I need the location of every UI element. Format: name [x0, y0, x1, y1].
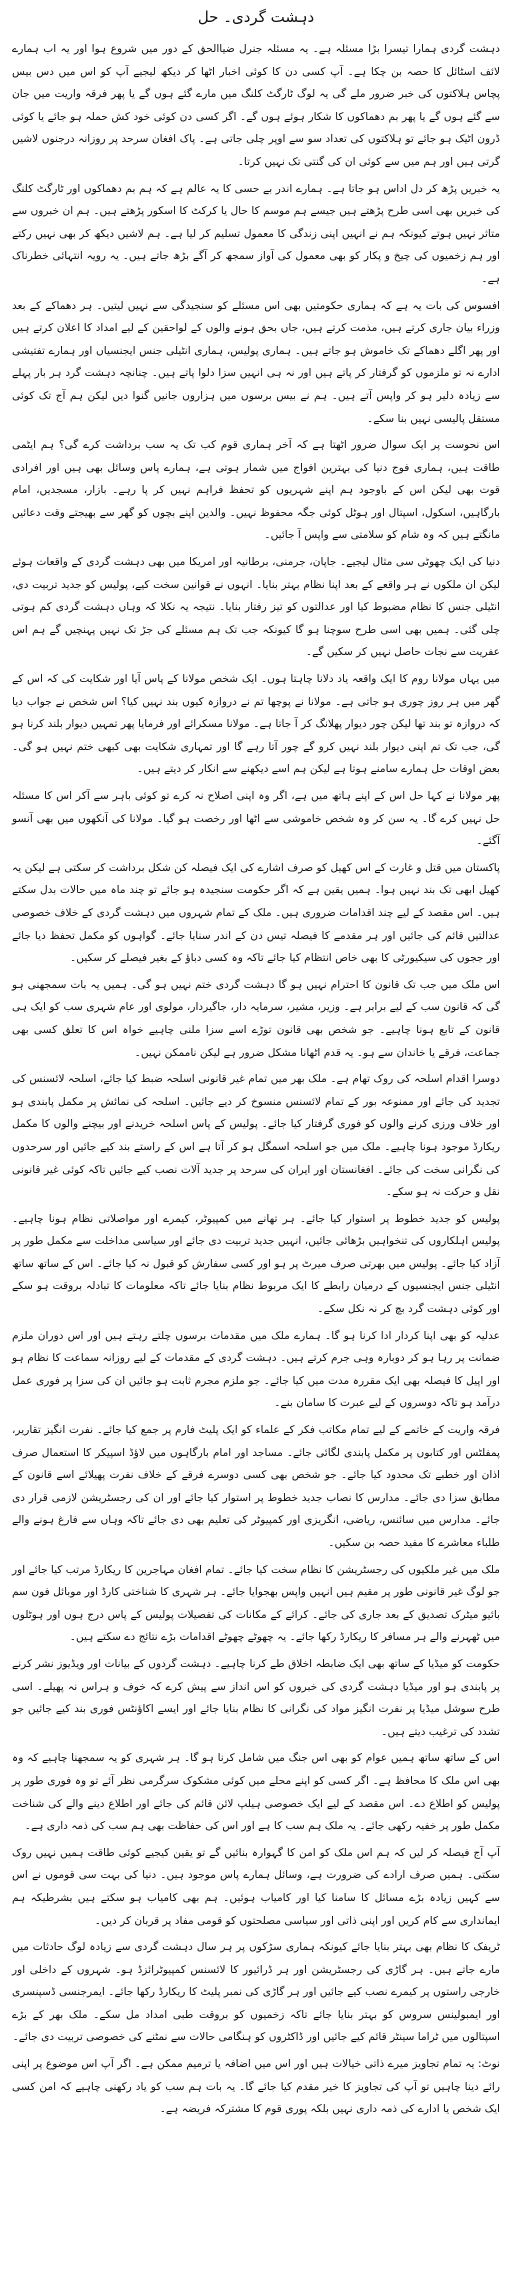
article-paragraph: پولیس کو جدید خطوط پر استوار کیا جائے۔ ہر تھانے میں کمپیوٹر، کیمرے اور مواصلاتی نظام ہونا چاہیے۔ پولیس اہلکاروں کی تنخواہیں بڑھائی جائیں، انہیں جدید تربیت دی جائے اور سیاسی مداخلت سے مکمل طور پر آزاد کیا جائے۔ پولیس میں بھرتی صرف میرٹ پر ہو اور کسی سفارش کو قبول نہ کیا جائے۔ اس کے ساتھ ساتھ انٹیلی جنس ایجنسیوں کے درمیان رابطے کا ایک مربوط نظام بنایا جائے تاکہ معلومات کا تبادلہ بروقت ہو سکے اور کوئی دہشت گرد بچ کر نہ نکل سکے۔ [12, 1212, 500, 1316]
article-paragraph: حکومت کو میڈیا کے ساتھ بھی ایک ضابطہ اخلاق طے کرنا چاہیے۔ دہشت گردوں کے بیانات اور ویڈیوز نشر کرنے پر پابندی ہو اور میڈیا دہشت گردی کی خبروں کو اس انداز سے پیش کرے کہ خوف و ہراس نہ پھیلے۔ اسی طرح سوشل میڈیا پر نفرت انگیز مواد کی نگرانی کا نظام بنایا جائے اور ایسے اکاؤنٹس فوری بند کیے جائیں جو تشدد کی ترغیب دیتے ہیں۔ [12, 1657, 500, 1738]
article-paragraph: پاکستان میں قتل و غارت کے اس کھیل کو صرف اشارے کی ایک فیصلہ کن شکل برداشت کر سکتی ہے لیکن یہ کھیل ابھی تک بند نہیں ہوا۔ ہمیں یقین ہے کہ اگر حکومت سنجیدہ ہو جائے تو چند ماہ میں حالات بدل سکتے ہیں۔ اس مقصد کے لیے چند اقدامات ضروری ہیں۔ ملک کے تمام شہروں میں دہشت گردی کے خلاف خصوصی عدالتیں قائم کی جائیں اور ہر مقدمے کا فیصلہ تیس دن کے اندر سنایا جائے۔ گواہوں کو مکمل تحفظ دیا جائے اور ججوں کی سیکیورٹی کا بھی خاص انتظام کیا جائے تاکہ وہ کسی دباؤ کے بغیر فیصلے کر سکیں۔ [12, 861, 500, 965]
article-paragraph: پھر مولانا نے کہا حل اس کے اپنے ہاتھ میں ہے، اگر وہ اپنی اصلاح نہ کرے تو کوئی باہر سے آکر اس کا مسئلہ حل نہیں کرے گا۔ یہ سن کر وہ شخص خاموشی سے اٹھا اور رخصت ہو گیا۔ مولانا کی آنکھوں میں بھی آنسو آگئے۔ [12, 790, 500, 848]
article-paragraph: اس ملک میں جب تک قانون کا احترام نہیں ہو گا دہشت گردی ختم نہیں ہو گی۔ ہمیں یہ بات سمجھنی ہو گی کہ قانون سب کے لیے برابر ہے۔ وزیر، مشیر، سرمایہ دار، جاگیردار، مولوی اور عام شہری سب کو ایک ہی قانون کے تابع ہونا چاہیے۔ جو شخص بھی قانون توڑے اسے سزا ملنی چاہیے خواہ اس کا تعلق کسی بھی جماعت، فرقے یا خاندان سے ہو۔ یہ قدم اٹھانا مشکل ضرور ہے لیکن ناممکن نہیں۔ [12, 978, 500, 1059]
article-paragraph: ملک میں غیر ملکیوں کی رجسٹریشن کا نظام سخت کیا جائے۔ تمام افغان مہاجرین کا ریکارڈ مرتب کیا جائے اور جو لوگ غیر قانونی طور پر مقیم ہیں انہیں واپس بھجوایا جائے۔ ہر شہری کا شناختی کارڈ اور موبائل فون سم بائیو میٹرک تصدیق کے بعد جاری کی جائے۔ کرائے کے مکانات کی تفصیلات پولیس کے پاس درج ہوں اور ہوٹلوں میں ٹھہرنے والے ہر مسافر کا ریکارڈ رکھا جائے۔ یہ چھوٹے چھوٹے اقدامات بڑے نتائج دے سکتے ہیں۔ [12, 1563, 500, 1644]
article-paragraph: میں یہاں مولانا روم کا ایک واقعہ یاد دلانا چاہتا ہوں۔ ایک شخص مولانا کے پاس آیا اور شکایت کی کہ اس کے گھر میں ہر روز چوری ہو جاتی ہے۔ مولانا نے پوچھا تم نے دروازہ کیوں بند نہیں کیا؟ اس شخص نے جواب دیا کہ دروازہ تو بند تھا لیکن چور دیوار پھلانگ کر آ جاتا ہے۔ مولانا مسکرائے اور فرمایا پھر تمہیں دیوار بلند کرنا ہو گی، جب تک تم اپنی دیوار بلند نہیں کرو گے چور آتا رہے گا اور تمہاری شکایت بھی کبھی ختم نہیں ہو گی۔ بعض اوقات حل ہمارے سامنے ہوتا ہے لیکن ہم اسے دیکھنے سے انکار کر دیتے ہیں۔ [12, 673, 500, 776]
article-paragraph: افسوس کی بات یہ ہے کہ ہماری حکومتیں بھی اس مسئلے کو سنجیدگی سے نہیں لیتیں۔ ہر دھماکے کے بعد وزراء بیان جاری کرتے ہیں، مذمت کرتے ہیں، جاں بحق ہونے والوں کے لواحقین کے لیے امداد کا اعلان کرتے ہیں اور پھر اگلے دھماکے تک خاموش ہو جاتے ہیں۔ ہماری پولیس، ہماری انٹیلی جنس ایجنسیاں اور ہمارے تفتیشی ادارے نہ تو ملزموں کو گرفتار کر پاتے ہیں اور نہ ہی انہیں سزا دلوا پاتے ہیں۔ چنانچہ دہشت گرد ہر بار پہلے سے زیادہ دلیر ہو کر واپس آتے ہیں۔ ہم نے بیس برسوں میں ہزاروں جانیں گنوا دیں لیکن ہم آج تک کوئی مستقل پالیسی نہیں بنا سکے۔ [12, 299, 500, 425]
article-paragraph: نوٹ: یہ تمام تجاویز میرے ذاتی خیالات ہیں اور اس میں اضافہ یا ترمیم ممکن ہے۔ اگر آپ اس موضوع پر اپنی رائے دینا چاہیں تو آپ کی تجاویز کا خیر مقدم کیا جائے گا۔ یہ بات ہم سب کو یاد رکھنی چاہیے کہ امن کسی ایک شخص یا ادارے کی ذمہ داری نہیں بلکہ پوری قوم کا مشترکہ فریضہ ہے۔ [12, 2058, 500, 2116]
article-title: دہشت گردی۔ حل [197, 8, 315, 26]
article-paragraph: اس کے ساتھ ساتھ ہمیں عوام کو بھی اس جنگ میں شامل کرنا ہو گا۔ ہر شہری کو یہ سمجھنا چاہیے کہ وہ بھی اس ملک کا محافظ ہے۔ اگر کسی کو اپنے محلے میں کوئی مشکوک سرگرمی نظر آئے تو وہ فوری طور پر پولیس کو اطلاع دے۔ اس مقصد کے لیے ایک خصوصی ہیلپ لائن قائم کی جائے اور اطلاع دینے والے کی شناخت مکمل طور پر خفیہ رکھی جائے۔ یہ ملک ہم سب کا ہے اور اس کی حفاظت بھی ہم سب کی ذمہ داری ہے۔ [12, 1752, 500, 1833]
article-paragraph: دہشت گردی ہمارا تیسرا بڑا مسئلہ ہے۔ یہ مسئلہ جنرل ضیاالحق کے دور میں شروع ہوا اور یہ اب ہمارے لائف اسٹائل کا حصہ بن چکا ہے۔ آپ کسی دن کا کوئی اخبار اٹھا کر دیکھ لیجیے آپ کو اس میں دس بیس پچاس ہلاکتوں کی خبر ضرور ملے گی یہ لوگ ٹارگٹ کلنگ میں مارے گئے ہوں گے یا پھر فرقہ واریت میں جان سے گئے ہوں گے یا پھر بم دھماکوں کا شکار ہوئے ہوں گے۔ اگر کسی دن کوئی خود کش حملہ ہو جائے یا کوئی ڈرون اٹیک ہو جائے تو ہلاکتوں کی تعداد سو سے اوپر چلی جاتی ہے۔ پاک افغان سرحد پر روزانہ درجنوں لاشیں گرتی ہیں اور ہم میں سے کوئی ان کی گنتی تک نہیں کرتا۔ [12, 43, 500, 168]
article-body [12, 38, 500, 2121]
article-paragraph: عدلیہ کو بھی اپنا کردار ادا کرنا ہو گا۔ ہمارے ملک میں مقدمات برسوں چلتے رہتے ہیں اور اس دوران ملزم ضمانت پر رہا ہو کر دوبارہ وہی جرم کرتے ہیں۔ دہشت گردی کے مقدمات کے لیے روزانہ سماعت کا نظام ہو اور اپیل کا فیصلہ بھی ایک مقررہ مدت میں کیا جائے۔ جو ملزم مجرم ثابت ہو جائیں ان کی سزا پر فوری عمل درآمد ہو تاکہ دوسروں کے لیے عبرت کا سامان بنے۔ [12, 1329, 500, 1410]
article-paragraph: دنیا کی ایک چھوٹی سی مثال لیجیے۔ جاپان، جرمنی، برطانیہ اور امریکا میں بھی دہشت گردی کے واقعات ہوئے لیکن ان ملکوں نے ہر واقعے کے بعد اپنا نظام بہتر بنایا۔ انہوں نے قوانین سخت کیے، پولیس کو جدید تربیت دی، انٹیلی جنس کا نظام مضبوط کیا اور عدالتوں کو تیز رفتار بنایا۔ نتیجہ یہ نکلا کہ وہاں دہشت گردی کم ہوتی چلی گئی۔ ہمیں بھی اسی طرح سوچنا ہو گا کیونکہ جب تک ہم مسئلے کی جڑ تک نہیں پہنچیں گے ہم اس عفریت سے نجات حاصل نہیں کر سکیں گے۔ [12, 556, 500, 659]
article-paragraph: فرقہ واریت کے خاتمے کے لیے تمام مکاتب فکر کے علماء کو ایک پلیٹ فارم پر جمع کیا جائے۔ نفرت انگیز تقاریر، پمفلٹس اور کتابوں پر مکمل پابندی لگائی جائے۔ مساجد اور امام بارگاہوں میں لاؤڈ اسپیکر کا استعمال صرف اذان اور خطبے تک محدود کیا جائے۔ جو شخص بھی کسی دوسرے فرقے کے خلاف نفرت پھیلائے اسے قانون کے مطابق سزا دی جائے۔ مدارس کا نصاب جدید خطوط پر استوار کیا جائے اور ان کی رجسٹریشن لازمی قرار دی جائے۔ مدارس میں سائنس، ریاضی، انگریزی اور کمپیوٹر کی تعلیم بھی دی جائے تاکہ وہاں سے فارغ ہونے والے طلباء معاشرے کا مفید حصہ بن سکیں۔ [12, 1424, 500, 1549]
article-paragraph: ٹریفک کا نظام بھی بہتر بنایا جائے کیونکہ ہماری سڑکوں پر ہر سال دہشت گردی سے زیادہ لوگ حادثات میں مارے جاتے ہیں۔ ہر گاڑی کی رجسٹریشن اور ہر ڈرائیور کا لائسنس کمپیوٹرائزڈ ہو۔ شہروں کے داخلی اور خارجی راستوں پر کیمرے نصب کیے جائیں اور ہر گاڑی کی نمبر پلیٹ کا ریکارڈ رکھا جائے۔ ایمرجنسی ڈسپنسری اور ایمبولینس سروس کو بہتر بنایا جائے تاکہ زخمیوں کو بروقت طبی امداد مل سکے۔ ملک بھر کے بڑے اسپتالوں میں ٹراما سینٹر قائم کیے جائیں اور ڈاکٹروں کو ہنگامی حالات سے نمٹنے کی خصوصی تربیت دی جائے۔ [12, 1941, 500, 2044]
article-paragraph: اس نحوست پر ایک سوال ضرور اٹھتا ہے کہ آخر ہماری قوم کب تک یہ سب برداشت کرے گی؟ ہم ایٹمی طاقت ہیں، ہماری فوج دنیا کی بہترین افواج میں شمار ہوتی ہے، ہمارے پاس وسائل بھی ہیں اور افرادی قوت بھی لیکن اس کے باوجود ہم اپنے شہریوں کو تحفظ فراہم نہیں کر پا رہے۔ بازار، مسجدیں، امام بارگاہیں، اسکول، اسپتال اور ہوٹل کوئی جگہ محفوظ نہیں۔ والدین اپنے بچوں کو گھر سے بھیجتے وقت دعائیں مانگتے ہیں کہ وہ شام کو سلامتی سے واپس آ جائیں۔ [12, 439, 500, 542]
article-paragraph: دوسرا اقدام اسلحہ کی روک تھام ہے۔ ملک بھر میں تمام غیر قانونی اسلحہ ضبط کیا جائے، اسلحہ لائسنس کی تجدید کی جائے اور ممنوعہ بور کے تمام لائسنس منسوخ کر دیے جائیں۔ اسلحہ کی نمائش پر مکمل پابندی ہو اور خلاف ورزی کرنے والوں کو فوری گرفتار کیا جائے۔ پولیس کے پاس اسلحہ خریدنے اور بیچنے والوں کا مکمل ریکارڈ موجود ہونا چاہیے۔ ملک میں جو اسلحہ اسمگل ہو کر آتا ہے اس کے راستے بند کیے جائیں اور سرحدوں کی نگرانی سخت کی جائے۔ افغانستان اور ایران کی سرحد پر جدید آلات نصب کیے جائیں تاکہ کوئی غیر قانونی نقل و حرکت نہ ہو سکے۔ [12, 1073, 500, 1199]
article-paragraph: آپ آج فیصلہ کر لیں کہ ہم اس ملک کو امن کا گہوارہ بنائیں گے تو یقین کیجیے کوئی طاقت ہمیں نہیں روک سکتی۔ ہمیں صرف ارادے کی ضرورت ہے، وسائل ہمارے پاس موجود ہیں۔ دنیا کی بہت سی قوموں نے اس سے کہیں زیادہ بڑے مسائل کا سامنا کیا اور کامیاب ہوئیں۔ ہم بھی کامیاب ہو سکتے ہیں بشرطیکہ ہم ایمانداری سے کام کریں اور اپنی ذاتی اور سیاسی مصلحتوں کو قومی مفاد پر قربان کر دیں۔ [12, 1846, 500, 1927]
article-paragraph: یہ خبریں پڑھ کر دل اداس ہو جاتا ہے۔ ہمارے اندر بے حسی کا یہ عالم ہے کہ ہم بم دھماکوں اور ٹارگٹ کلنگ کی خبریں بھی اسی طرح پڑھتے ہیں جیسے ہم موسم کا حال یا کرکٹ کا اسکور پڑھتے ہیں۔ ہم ان خبروں سے متاثر نہیں ہوتے کیونکہ ہم نے انہیں اپنی زندگی کا معمول تسلیم کر لیا ہے۔ ہم لاشیں دیکھ کر بھی نہیں رکتے اور ہم زخمیوں کی چیخ و پکار کو بھی معمول کی آواز سمجھ کر آگے بڑھ جاتے ہیں۔ یہ رویہ انتہائی خطرناک ہے۔ [12, 182, 500, 285]
